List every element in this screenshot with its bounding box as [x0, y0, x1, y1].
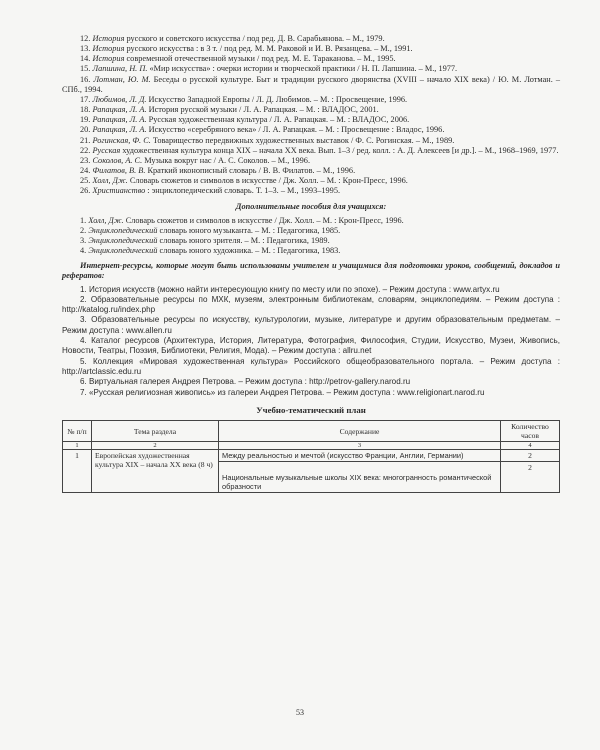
reference-item	[62, 125, 560, 135]
plan-column-numbers-row	[63, 442, 560, 450]
reference-item	[62, 146, 560, 156]
reference-item	[62, 186, 560, 196]
reference-number: 16.	[80, 74, 91, 84]
reference-text: Беседы о русской культуре. Быт и традиции русского дворянства (XVIII – начало XIX века) / Ю. М. Лотман. – СПб., 1994.	[62, 74, 560, 94]
column-number: 4	[501, 442, 560, 450]
reference-text: художественная культура конца XIX – начала XX века. Вып. 1–3 / ред. колл. : А. Д. Алексеев [и др.]. – М., 1968–1969, 1977.	[120, 145, 559, 155]
reference-text: Товарищество передвижных художественных выставок / Ф. С. Рогинская. – М., 1989.	[150, 135, 455, 145]
reference-author: История	[92, 44, 125, 54]
section-hours: 2	[501, 462, 560, 493]
reference-item	[62, 75, 560, 95]
reference-text: русского искусства : в 3 т. / под ред. М. М. Раковой и И. В. Рязанцева. – М., 1991.	[124, 44, 413, 54]
reference-text: История русской музыки / Л. А. Рапацкая. – М. : ВЛАДОС, 2001.	[146, 105, 379, 115]
reference-text: Музыка вокруг нас / А. С. Соколов. – М., 1996.	[142, 155, 311, 165]
reference-author: Филатов, В. В.	[92, 166, 146, 176]
internet-resources-heading: Интернет-ресурсы, которые могут быть использованы учителем и учащимися для подготовки уроков, сообщений, докладов и рефератов:	[62, 261, 560, 281]
reference-number: 26.	[80, 186, 91, 196]
reference-number: 22.	[80, 145, 91, 155]
reference-list	[62, 34, 560, 197]
reference-text: «Мир искусства» : очерки истории и творческой практики / Н. П. Лапшина. – М., 1977.	[147, 64, 458, 74]
reference-item	[62, 54, 560, 64]
reference-author: Рапацкая, Л. А.	[92, 105, 147, 115]
resource-item: 2. Образовательные ресурсы по МХК, музеям, электронным библиотекам, словарям, энциклопедиям. – Режим доступа : http://katalog.ru/index.php	[62, 294, 560, 315]
extra-text: словарь юного художника. – М. : Педагогика, 1983.	[157, 246, 341, 256]
column-number: 1	[63, 442, 92, 450]
extra-text: словарь юного зрителя. – М. : Педагогика, 1989.	[157, 235, 330, 245]
reference-author: Соколов, А. С.	[92, 155, 143, 165]
reference-number: 24.	[80, 166, 91, 176]
resource-item: 5. Коллекция «Мировая художественная культура» Российского общеобразовательного портала. – Режим доступа : http://artclassic.edu.ru	[62, 356, 560, 376]
resource-item: 4. Каталог ресурсов (Архитектура, История, Литература, Фотография, Философия, Студии, Искусство, Музеи, Живопись, Новости, Театры, Поэзия, Библиотеки, Религия, Мода). – Режим доступа : allru.net	[62, 336, 560, 356]
reference-text: Искусство Западной Европы / Л. Д. Любимов. – М. : Просвещение, 1996.	[146, 94, 408, 104]
extra-author: Энциклопедический	[88, 246, 158, 256]
reference-text: Русская художественная культура / Л. А. Рапацкая. – М. : ВЛАДОС, 2006.	[146, 115, 410, 125]
section-content: Между реальностью и мечтой (искусство Франции, Англии, Германии)	[219, 450, 501, 462]
header-content: Содержание	[219, 421, 501, 442]
reference-item	[62, 166, 560, 176]
extra-number: 3.	[80, 235, 87, 245]
plan-table	[62, 420, 560, 493]
reference-text: Словарь сюжетов и символов в искусстве / Дж. Холл. – М. : Крон-Пресс, 1996.	[127, 176, 408, 186]
internet-resources-list	[62, 285, 560, 398]
section-hours: 2	[501, 450, 560, 462]
reference-number: 17.	[80, 94, 91, 104]
header-topic: Тема раздела	[92, 421, 219, 442]
reference-text: русского и советского искусства / под ред. Д. В. Сарабьянова. – М., 1979.	[124, 34, 385, 43]
resource-item: 6. Виртуальная галерея Андрея Петрова. – Режим доступа : http://petrov-gallery.narod.ru	[80, 377, 411, 387]
page-number: 53	[296, 708, 304, 717]
extra-item	[62, 246, 560, 256]
reference-item	[62, 34, 560, 44]
reference-item	[62, 136, 560, 146]
reference-text: современной отечественной музыки / под ред. М. Е. Таракановa. – М., 1995.	[124, 54, 396, 64]
reference-author: Рапацкая, Л. А.	[92, 115, 147, 125]
reference-item	[62, 44, 560, 54]
reference-item	[62, 176, 560, 186]
column-number: 3	[219, 442, 501, 450]
reference-author: История	[92, 54, 125, 64]
row-number: 1	[63, 450, 92, 493]
header-num: № п/п	[63, 421, 92, 442]
extra-number: 4.	[80, 246, 87, 256]
reference-author: Лотман, Ю. М.	[93, 74, 151, 84]
resource-item: 1. История искусств (можно найти интересующую книгу по месту или по эпохе). – Режим доступа : www.artyx.ru	[80, 284, 500, 294]
reference-item	[62, 64, 560, 74]
reference-author: Русская	[92, 145, 121, 155]
reference-item	[62, 105, 560, 115]
page-content	[62, 34, 560, 493]
reference-text: Краткий иконописный словарь / В. В. Филатов. – М., 1996.	[145, 166, 356, 176]
reference-author: Любимов, Л. Д.	[92, 94, 147, 104]
section-content: Национальные музыкальные школы XIX века: многогранность романтической образности	[219, 462, 501, 493]
extra-materials-list	[62, 216, 560, 257]
resource-item: 7. «Русская религиозная живопись» из галереи Андрея Петрова. – Режим доступа : www.religionart.narod.ru	[80, 387, 485, 397]
reference-number: 25.	[80, 176, 91, 186]
extra-number: 2.	[80, 225, 87, 235]
reference-number: 15.	[80, 64, 91, 74]
reference-number: 20.	[80, 125, 91, 135]
header-hours: Количество часов	[501, 421, 560, 442]
extra-author: Энциклопедический	[88, 225, 158, 235]
reference-author: Рогинская, Ф. С.	[92, 135, 151, 145]
reference-number: 21.	[80, 135, 91, 145]
extra-number: 1.	[80, 215, 87, 225]
reference-author: История	[92, 34, 125, 43]
reference-text: : энциклопедический словарь. Т. 1–3. – М., 1993–1995.	[145, 186, 341, 196]
reference-author: Христианство	[92, 186, 146, 196]
reference-author: Холл, Дж.	[92, 176, 128, 186]
reference-item	[62, 95, 560, 105]
reference-number: 19.	[80, 115, 91, 125]
reference-number: 13.	[80, 44, 91, 54]
reference-number: 18.	[80, 105, 91, 115]
resource-item: 3. Образовательные ресурсы по искусству, культурологии, музыке, литературе и другим образовательным предметам. – Режим доступа : www.allen.ru	[62, 315, 560, 335]
extra-item	[62, 226, 560, 236]
extra-author: Энциклопедический	[88, 235, 158, 245]
reference-author: Рапацкая, Л. А.	[92, 125, 147, 135]
extra-text: Словарь сюжетов и символов в искусстве / Дж. Холл. – М. : Крон-Пресс, 1996.	[123, 215, 404, 225]
section-topic: Европейская художественная культура XIX – начала XX века (8 ч)	[92, 450, 219, 493]
extra-text: словарь юного музыканта. – М. : Педагогика, 1985.	[157, 225, 341, 235]
reference-number: 23.	[80, 155, 91, 165]
reference-item	[62, 115, 560, 125]
plan-row	[63, 450, 560, 462]
reference-item	[62, 156, 560, 166]
extra-item	[62, 236, 560, 246]
column-number: 2	[92, 442, 219, 450]
reference-text: Искусство «серебряного века» / Л. А. Рапацкая. – М. : Просвещение : Владос, 1996.	[146, 125, 445, 135]
reference-number: 14.	[80, 54, 91, 64]
reference-number: 12.	[80, 34, 91, 43]
extra-materials-heading: Дополнительные пособия для учащихся:	[235, 201, 387, 211]
reference-author: Лапшина, Н. П.	[92, 64, 148, 74]
plan-header-row	[63, 421, 560, 442]
extra-item	[62, 216, 560, 226]
plan-title: Учебно-тематический план	[256, 404, 366, 415]
extra-author: Холл, Дж.	[88, 215, 124, 225]
